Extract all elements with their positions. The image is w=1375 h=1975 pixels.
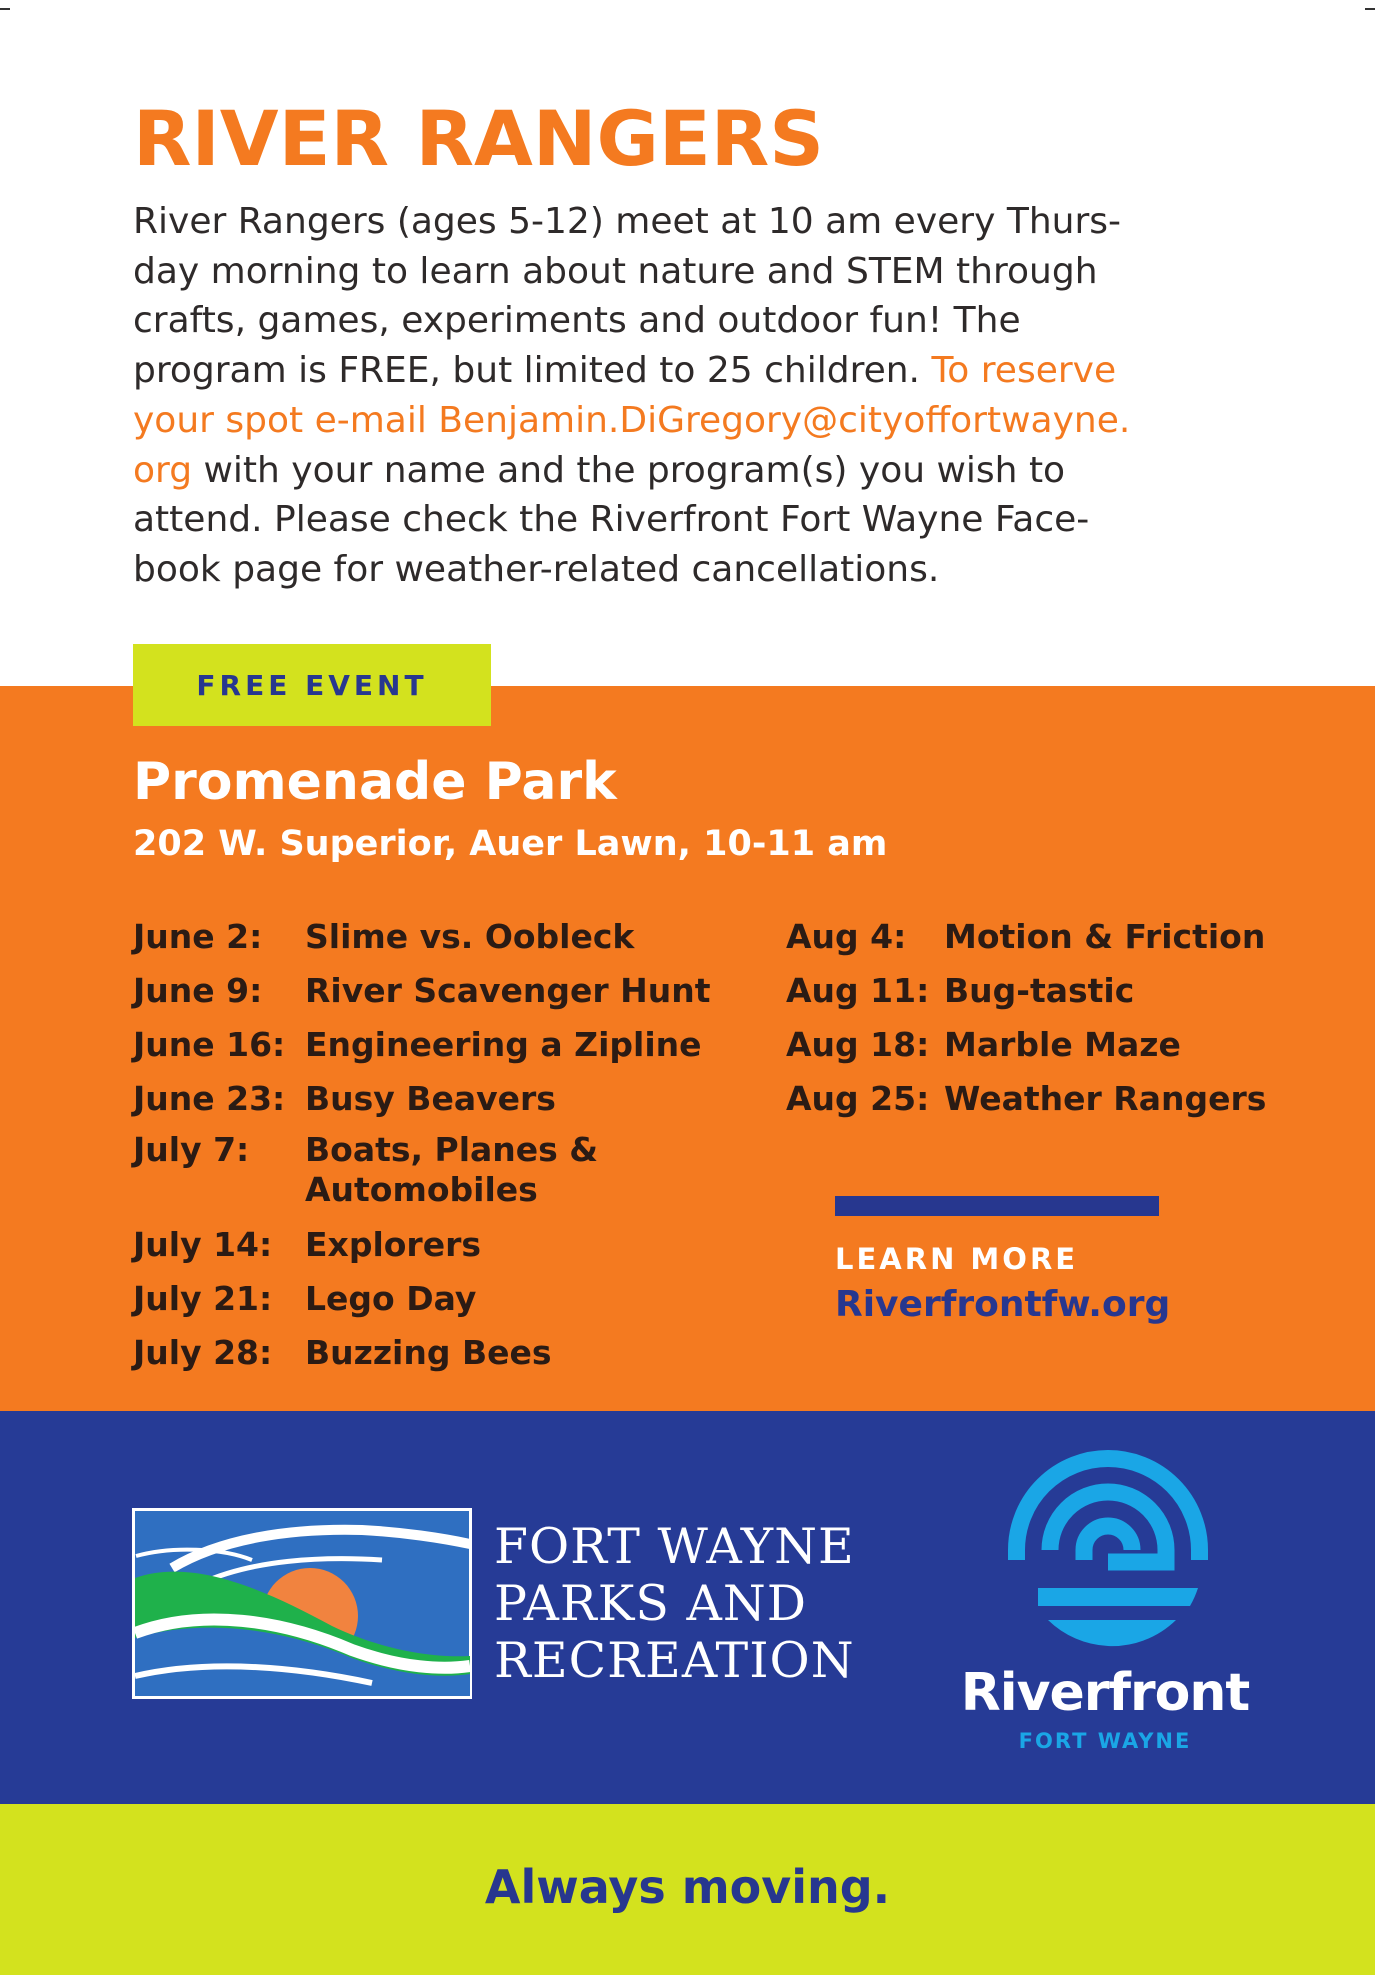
intro-line: [133, 446, 1243, 496]
schedule-date: Aug 11:: [786, 971, 930, 1010]
page-title: RIVER RANGERS: [133, 94, 825, 183]
riverfront-symbol-icon: [1008, 1450, 1208, 1650]
schedule-topic: Lego Day: [305, 1279, 477, 1318]
intro-text: with your name and the program(s) you wish to: [192, 449, 1066, 491]
schedule-date: July 14:: [133, 1225, 273, 1264]
crop-mark-top-left: [0, 8, 10, 10]
schedule-topic-continued: Automobiles: [305, 1170, 538, 1209]
reserve-link-text[interactable]: To reserve: [931, 350, 1117, 392]
intro-line: crafts, games, experiments and outdoor fun! The: [133, 300, 1021, 342]
free-event-label: FREE EVENT: [196, 668, 428, 702]
venue-name: Promenade Park: [133, 752, 617, 812]
venue-address: 202 W. Superior, Auer Lawn, 10-11 am: [133, 824, 888, 864]
schedule-topic: Motion & Friction: [944, 917, 1266, 956]
schedule-topic: Boats, Planes &: [305, 1130, 599, 1169]
schedule-date: June 9:: [133, 971, 263, 1010]
schedule-date: July 21:: [133, 1279, 273, 1318]
intro-line: day morning to learn about nature and STEM through: [133, 250, 1098, 292]
footer-band: [0, 1804, 1375, 1975]
learn-more-divider: [835, 1196, 1159, 1216]
schedule-date: July 28:: [133, 1333, 273, 1372]
parks-logo-line: FORT WAYNE: [494, 1518, 855, 1575]
crop-mark-top-right: [1365, 8, 1375, 10]
schedule-date: July 7:: [133, 1130, 250, 1169]
parks-logo-wordmark: [494, 1518, 855, 1689]
parks-logo-line: RECREATION: [494, 1632, 855, 1689]
schedule-topic: Busy Beavers: [305, 1079, 556, 1118]
intro-line: book page for weather-related cancellations.: [133, 548, 940, 590]
riverfront-wordmark: Riverfront: [960, 1663, 1250, 1723]
schedule-topic: Explorers: [305, 1225, 482, 1264]
schedule-date: June 23:: [133, 1079, 286, 1118]
schedule-topic: Buzzing Bees: [305, 1333, 552, 1372]
schedule-topic: Engineering a Zipline: [305, 1025, 702, 1064]
intro-line: [133, 346, 1243, 396]
intro-paragraph: [133, 197, 1243, 595]
intro-line: attend. Please check the Riverfront Fort Wayne Face-: [133, 499, 1090, 541]
reserve-email-link[interactable]: your spot e-mail Benjamin.DiGregory@cityoffortwayne.: [133, 399, 1131, 441]
learn-more-label: LEARN MORE: [835, 1242, 1079, 1276]
reserve-email-link-end[interactable]: org: [133, 449, 193, 491]
schedule-date: June 16:: [133, 1025, 286, 1064]
schedule-topic: Marble Maze: [944, 1025, 1181, 1064]
schedule-date: Aug 25:: [786, 1079, 930, 1118]
tagline: Always moving.: [484, 1859, 891, 1914]
schedule-topic: Weather Rangers: [944, 1079, 1267, 1118]
schedule-date: Aug 18:: [786, 1025, 930, 1064]
free-event-badge: [133, 644, 491, 726]
parks-logo-line: PARKS AND: [494, 1575, 808, 1632]
schedule-date: June 2:: [133, 917, 263, 956]
schedule-date: Aug 4:: [786, 917, 907, 956]
intro-text: program is FREE, but limited to 25 children.: [133, 350, 932, 392]
intro-line: River Rangers (ages 5-12) meet at 10 am every Thurs-: [133, 201, 1121, 242]
schedule-topic: Slime vs. Oobleck: [305, 917, 635, 956]
parks-landscape-logo-icon: [132, 1508, 472, 1699]
riverfront-subtitle: FORT WAYNE: [1018, 1729, 1192, 1753]
website-link[interactable]: Riverfrontfw.org: [835, 1284, 1171, 1325]
schedule-topic: River Scavenger Hunt: [305, 971, 711, 1010]
schedule-topic: Bug-tastic: [944, 971, 1135, 1010]
